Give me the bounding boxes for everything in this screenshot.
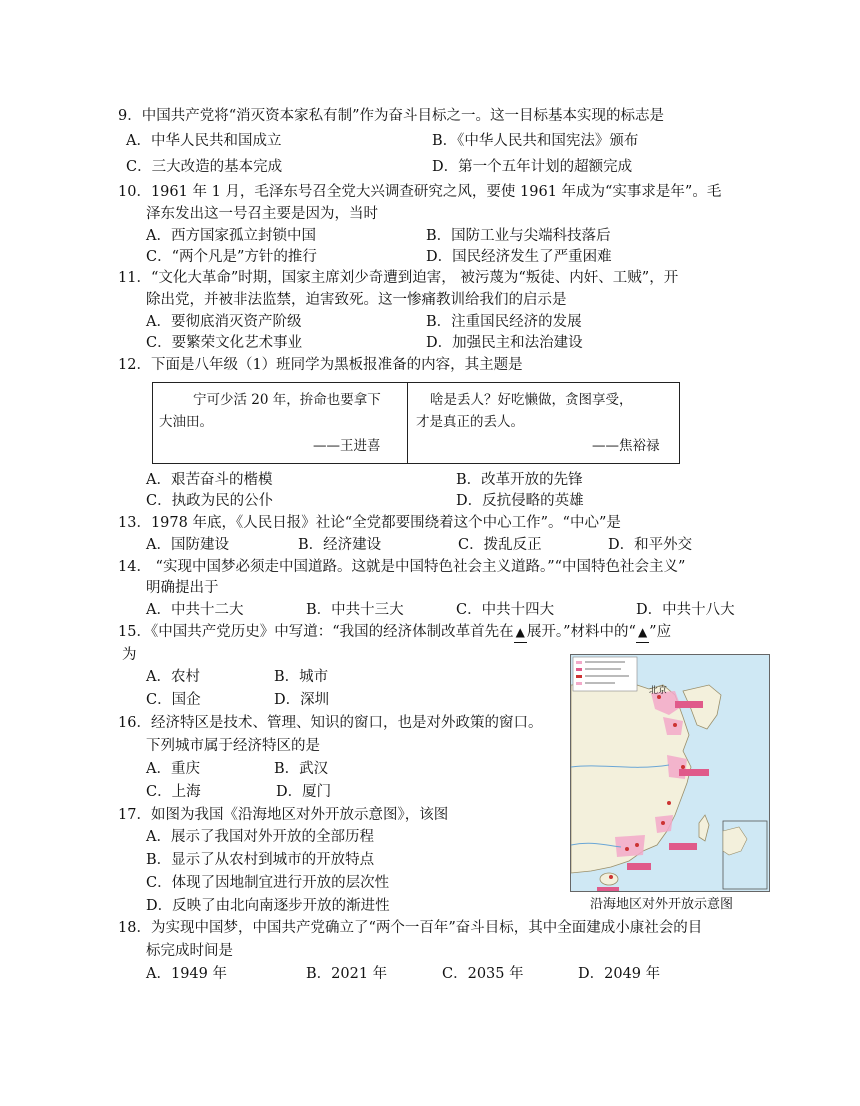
- city-marker: [667, 801, 671, 805]
- question-12-option-a: A．艰苦奋斗的楷模: [146, 472, 273, 488]
- question-15-stem-part-3: ”应: [649, 624, 672, 640]
- zone-label-box: [679, 769, 709, 776]
- hainan-shape: [600, 873, 618, 885]
- city-marker: [625, 847, 629, 851]
- question-15-stem-part-1: 15．《中国共产党历史》中写道：“我国的经济体制改革首先在: [118, 624, 514, 640]
- question-16-stem-cont: 下列城市属于经济特区的是: [146, 738, 320, 754]
- zone-label-box: [627, 863, 651, 870]
- question-17-option-b: B．显示了从农村到城市的开放特点: [146, 852, 375, 868]
- blackboard-quote-table: [152, 382, 680, 464]
- question-13-option-a: A．国防建设: [146, 537, 229, 553]
- question-11-option-b: B．注重国民经济的发展: [426, 314, 582, 330]
- question-12-stem: 12．下面是八年级（1）班同学为黑板报准备的内容，其主题是: [118, 357, 523, 373]
- question-14-option-b: B．中共十三大: [306, 602, 404, 618]
- question-18-option-d: D．2049 年: [578, 966, 661, 982]
- question-14-stem-cont: 明确提出于: [146, 580, 219, 596]
- question-13-option-d: D．和平外交: [608, 537, 693, 553]
- question-12-option-b: B．改革开放的先锋: [456, 472, 583, 488]
- question-11-option-c: C．要繁荣文化艺术事业: [146, 335, 303, 351]
- question-17-option-d: D．反映了由北向南逐步开放的渐进性: [146, 898, 390, 914]
- city-marker: [609, 875, 613, 879]
- city-marker: [673, 723, 677, 727]
- question-12-option-d: D．反抗侵略的英雄: [456, 493, 584, 509]
- map-caption: 沿海地区对外开放示意图: [590, 897, 734, 912]
- question-14-option-c: C．中共十四大: [456, 602, 555, 618]
- quote-jiao-line-1: 啥是丢人？好吃懒做，贪图享受，: [430, 392, 633, 408]
- question-18-option-b: B．2021 年: [306, 966, 388, 982]
- zone-label-box: [675, 701, 703, 708]
- question-10-option-d: D．国民经济发生了严重困难: [426, 249, 612, 265]
- question-18-option-a: A．1949 年: [146, 966, 227, 982]
- question-10-stem-cont: 泽东发出这一号召主要是因为，当时: [146, 206, 378, 222]
- question-15-option-c: C．国企: [146, 692, 201, 708]
- quote-wang-author: ——王进喜: [313, 438, 381, 454]
- quote-jiao-line-2: 才是真正的丢人。: [416, 414, 524, 430]
- question-11-stem: 11．“文化大革命”时期，国家主席刘少奇遭到迫害， 被污蔑为“叛徒、内奸、工贼”，开: [118, 270, 679, 286]
- quote-cell-jiao-yulu: [408, 383, 679, 463]
- question-15-option-a: A．农村: [146, 669, 200, 685]
- city-marker: [681, 765, 685, 769]
- triangle-icon: ▲: [515, 625, 525, 639]
- question-18-stem-cont: 标完成时间是: [146, 943, 233, 959]
- question-16-option-a: A．重庆: [146, 761, 200, 777]
- question-15-stem-cont: 为: [122, 647, 137, 663]
- quote-wang-line-2: 大油田。: [159, 414, 213, 430]
- question-15-stem: [118, 622, 671, 643]
- answer-blank-ref: [636, 622, 649, 643]
- question-9-option-d: D．第一个五年计划的超额完成: [432, 159, 633, 175]
- question-13-option-b: B．经济建设: [298, 537, 382, 553]
- question-9-option-c: C．三大改造的基本完成: [126, 159, 283, 175]
- question-11-option-d: D．加强民主和法治建设: [426, 335, 583, 351]
- question-17-stem: 17．如图为我国《沿海地区对外开放示意图》，该图: [118, 807, 449, 823]
- answer-blank: [514, 622, 527, 643]
- question-9-option-b: B．《中华人民共和国宪法》颁布: [432, 133, 639, 149]
- question-16-option-b: B．武汉: [274, 761, 329, 777]
- question-18-option-c: C．2035 年: [442, 966, 524, 982]
- question-10-option-b: B．国防工业与尖端科技落后: [426, 228, 611, 244]
- question-17-option-a: A．展示了我国对外开放的全部历程: [146, 829, 374, 845]
- coastal-opening-map: [570, 654, 770, 892]
- city-marker: [635, 843, 639, 847]
- question-16-option-c: C．上海: [146, 784, 201, 800]
- question-14-option-d: D．中共十八大: [636, 602, 735, 618]
- question-12-option-c: C．执政为民的公仆: [146, 493, 274, 509]
- question-9-stem: 9．中国共产党将“消灭资本家私有制”作为奋斗目标之一。这一目标基本实现的标志是: [118, 108, 665, 124]
- question-13-option-c: C．拨乱反正: [458, 537, 542, 553]
- question-10-option-a: A．西方国家孤立封锁中国: [146, 228, 316, 244]
- city-marker: [661, 821, 665, 825]
- zone-label-box: [597, 887, 619, 891]
- question-14-option-a: A．中共十二大: [146, 602, 244, 618]
- map-graphic: [571, 655, 769, 891]
- zone-label-box: [669, 843, 697, 850]
- map-label-beijing: 北京: [649, 686, 668, 696]
- triangle-icon: ▲: [637, 625, 648, 639]
- question-10-option-c: C．“两个凡是”方针的推行: [146, 249, 317, 265]
- quote-wang-line-1: 宁可少活 20 年，拚命也要拿下: [193, 392, 381, 408]
- question-17-option-c: C．体现了因地制宜进行开放的层次性: [146, 875, 390, 891]
- question-10-stem: 10．1961 年 1 月，毛泽东号召全党大兴调查研究之风，要使 1961 年成为“实事求是年”。毛: [118, 184, 722, 200]
- question-13-stem: 13．1978 年底，《人民日报》社论“全党都要围绕着这个中心工作”。“中心”是: [118, 515, 621, 531]
- quote-cell-wang-jinxi: [153, 383, 408, 463]
- question-18-stem: 18．为实现中国梦，中国共产党确立了“两个一百年”奋斗目标，其中全面建成小康社会的目: [118, 920, 703, 936]
- question-9-option-a: A．中华人民共和国成立: [126, 133, 282, 149]
- question-15-stem-part-2: 展开。”材料中的“: [526, 624, 636, 640]
- pearl-river-zone: [615, 835, 645, 857]
- quote-jiao-author: ——焦裕禄: [592, 438, 660, 454]
- question-16-stem: 16．经济特区是技术、管理、知识的窗口，也是对外政策的窗口。: [118, 715, 543, 731]
- question-16-option-d: D．厦门: [276, 784, 332, 800]
- question-15-option-b: B．城市: [274, 669, 329, 685]
- question-11-stem-cont: 除出党，并被非法监禁，迫害致死。这一惨痛教训给我们的启示是: [146, 292, 567, 308]
- question-14-stem: 14． “实现中国梦必须走中国道路。这就是中国特色社会主义道路。”“中国特色社会主义”: [118, 559, 686, 575]
- question-11-option-a: A．要彻底消灭资产阶级: [146, 314, 302, 330]
- taiwan-shape: [699, 815, 709, 841]
- question-15-option-d: D．深圳: [274, 692, 330, 708]
